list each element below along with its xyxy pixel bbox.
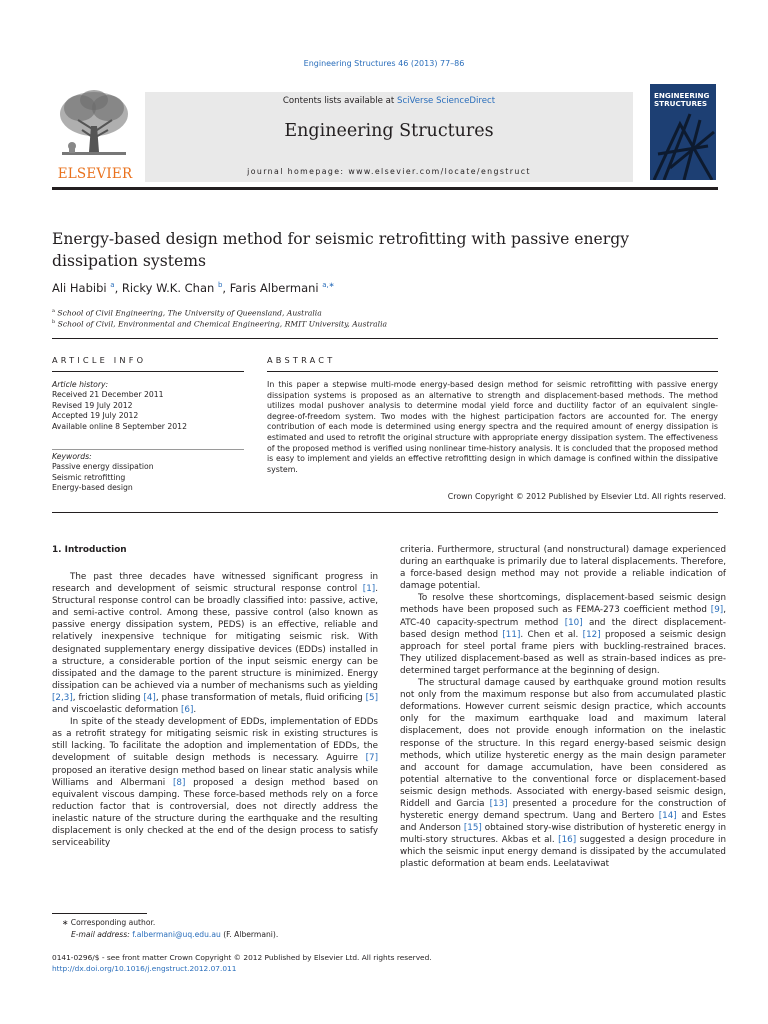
contents-prefix: Contents lists available at (282, 96, 397, 106)
article-info-rule (52, 371, 244, 372)
body-paragraph (52, 716, 378, 849)
journal-citation-link[interactable]: Engineering Structures 46 (2013) 77–86 (303, 59, 465, 68)
article-info-divider (52, 449, 244, 450)
front-matter-issn: 0141-0296/$ - see front matter Crown Copyright © 2012 Published by Elsevier Ltd. All rights reserved. (52, 953, 432, 962)
keywords-label: Keywords: (52, 452, 92, 461)
author-list: Ali Habibi $^a$, Ricky W.K. Chan $^b$, Faris Albermani $^{a,∗}$ (52, 281, 335, 295)
body-column-right (400, 544, 726, 871)
citation-link[interactable]: [5] (365, 692, 379, 703)
author-affiliation-marker[interactable]: a (110, 281, 115, 290)
citation-link[interactable]: [16] (558, 835, 577, 846)
history-item: Revised 19 July 2012 (52, 400, 133, 410)
footnote-marker: ∗ (62, 918, 69, 927)
citation-link[interactable]: [12] (582, 629, 601, 640)
abstract-heading: ABSTRACT (267, 355, 336, 365)
elsevier-logo-text: ELSEVIER (57, 166, 133, 182)
abstract-bottom-rule (52, 512, 718, 513)
keyword-item: Passive energy dissipation (52, 462, 154, 472)
cover-title: ENGINEERING STRUCTURES (654, 91, 710, 108)
author-name: Faris Albermani (229, 281, 319, 295)
affiliation (52, 319, 387, 329)
article-history (52, 380, 247, 432)
article-info-heading: ARTICLE INFO (52, 355, 147, 365)
paragraph-text: criteria. Furthermore, structural (and nonstructural) damage experienced during an earthquake is primarily due to lateral displacements. Therefore, a force-based design method may not provide a reliable indication of damage potential. (400, 545, 726, 592)
paragraph-text: suggested a design procedure in which the seismic input energy demand is dissipated by the accumulated plastic deformation at beam ends. Leelataviwat (400, 835, 726, 870)
corresponding-author-footnote (62, 917, 278, 941)
body-paragraph (400, 677, 726, 871)
history-label: Article history: (52, 380, 109, 389)
body-paragraph (400, 544, 726, 592)
paragraph-text: proposed a design method based on equivalent viscous damping. These force-based methods rely on a force reduction factor that is controversial, does not directly address the inelastic nature of the structure during the earthquake and the resulting displacement is only checked at the end of the design process to satisfy serviceability (52, 777, 379, 849)
citation-link[interactable]: [15] (463, 823, 482, 834)
paragraph-text: . Chen et al. (520, 629, 583, 640)
affiliation-rule (52, 338, 718, 339)
body-column-left (52, 571, 378, 849)
journal-name: Engineering Structures (284, 121, 494, 141)
paragraph-text: . (193, 705, 197, 716)
email-label: E-mail address: (71, 930, 130, 939)
citation-link[interactable]: [6] (181, 705, 194, 716)
paragraph-text: . Structural response control can be broadly classified into: passive, active, and semi-active control. Among these, passive control (also known as passive energy dissipation system, PEDS) is an effective, reliable and relatively inexpensive technique for mitigating seismic risk. With designated supplementary energy dissipative devices (EDDs) installed in a structure, a considerable portion of the input seismic energy can be dissipated and the damage to the parent structure is minimized. Energy dissipation can be achieved via a number of mechanisms such as yielding (52, 584, 378, 691)
paragraph-text: , friction sliding (72, 692, 144, 703)
sciencedirect-link[interactable]: SciVerse ScienceDirect (396, 96, 496, 106)
affiliation (52, 308, 322, 318)
body-paragraph (52, 571, 378, 716)
citation-link[interactable]: [9] (710, 605, 724, 616)
footnote-corresponding: Corresponding author. (70, 918, 156, 927)
keywords (52, 452, 247, 494)
paragraph-text: In spite of the steady development of EDDs, implementation of EDDs as a retrofit strategy for mitigating seismic risk in existing structures is still lacking. To facilitate the adoption and implementation of EDDs, the development of suitable design methods is necessary. Aguirre (52, 717, 378, 764)
citation-link[interactable]: [13] (489, 798, 508, 809)
email-suffix: (F. Albermani). (223, 930, 279, 939)
affiliation-marker: a (52, 308, 55, 314)
paragraph-text: , ATC-40 capacity-spectrum method (400, 605, 726, 628)
paragraph-text: and Estes and Anderson (400, 811, 726, 834)
citation-link[interactable]: [7] (365, 753, 378, 764)
paragraph-text: The structural damage caused by earthquake ground motion results not only from the maximum response but also from accumulated plastic deformations. However current seismic design practice, which accounts only for the maximum earthquake load and maximum lateral displacement, does not provide enough information on the inelastic response of the structure. In this regard energy-based seismic design methods, which utilize hysteretic energy as the main design parameter and account for damage accumulation, have been considered as potential alternative to the conventional force or displacement-based seismic design methods. Associated with energy-based seismic design, Riddell and Garcia (400, 678, 726, 809)
abstract-text: In this paper a stepwise multi-mode energy-based design method for seismic retrofitting with passive energy dissipation systems is proposed as an alternative to strength and displacement-based methods. The method utilizes modal pushover analysis to determine modal yield force and ductility factor of an equivalent single-degree-of-freedom system. Two modes with the highest participation factors are accounted for. The energy contribution of each mode is determined using energy spectra and the required amount of energy dissipation is estimated and used to retrofit the original structure with appropriate energy dissipation system. The effectiveness of the proposed method is verified using nonlinear time-history analysis. It is concluded that the proposed method is easy to implement and yields an effective retrofitting design in which damage is confined within the dissipative system. (267, 380, 718, 474)
history-item: Available online 8 September 2012 (52, 421, 187, 431)
journal-homepage-link[interactable]: journal homepage: www.elsevier.com/locate/engstruct (247, 167, 531, 176)
citation-link[interactable]: [14] (658, 811, 677, 822)
author-name: Ali Habibi (52, 281, 107, 295)
journal-cover-image (650, 84, 716, 180)
header-rule (52, 187, 718, 190)
keyword-item: Energy-based design (52, 483, 133, 493)
affiliation-text: School of Civil, Environmental and Chemical Engineering, RMIT University, Australia (57, 319, 388, 329)
author-name: Ricky W.K. Chan (121, 281, 215, 295)
abstract-copyright: Crown Copyright © 2012 Published by Elsevier Ltd. All rights reserved. (447, 492, 726, 501)
paragraph-text: proposed an iterative design method based on linear static analysis while Williams and Albermani (52, 765, 378, 788)
affiliation-marker: b (52, 319, 56, 325)
author-affiliation-marker[interactable]: b (217, 281, 223, 290)
doi-link[interactable]: http://dx.doi.org/10.1016/j.engstruct.2012.07.011 (52, 964, 237, 973)
author-affiliation-marker[interactable]: a,∗ (322, 281, 335, 290)
history-item: Received 21 December 2011 (52, 390, 164, 400)
citation-link[interactable]: [10] (564, 617, 583, 628)
citation-link[interactable]: [4] (143, 692, 156, 703)
abstract-rule (267, 371, 718, 372)
email-link[interactable]: f.albermani@uq.edu.au (132, 930, 221, 939)
citation-link[interactable]: [11] (502, 629, 521, 640)
paragraph-text: and the direct displacement-based design method (400, 617, 726, 640)
affiliation-text: School of Civil Engineering, The University of Queensland, Australia (57, 308, 322, 318)
paragraph-text: obtained story-wise distribution of hysteretic energy in multi-story structures. Akbas et al. (400, 823, 726, 846)
citation-link[interactable]: [2,3] (52, 692, 73, 703)
paragraph-text: proposed a seismic design approach for steel portal frame piers with buckling-restrained braces. They utilized displacement-based as well as strain-based indices as pre-determined target performance at the beginning of design. (400, 629, 726, 676)
footnote-rule (52, 913, 147, 914)
article-title: Energy-based design method for seismic retrofitting with passive energy dissipation systems (52, 230, 630, 270)
paragraph-text: presented a procedure for the construction of hysteretic energy demand spectrum. Uang and Bertero (400, 798, 726, 822)
paragraph-text: The past three decades have witnessed significant progress in research and development of seismic structural response control (52, 572, 378, 595)
contents-available-line (145, 96, 633, 106)
citation-link[interactable]: [8] (172, 777, 186, 788)
paragraph-text: and viscoelastic deformation (52, 705, 182, 716)
body-paragraph (400, 592, 726, 677)
section-heading-introduction: 1. Introduction (52, 545, 127, 555)
paragraph-text: To resolve these shortcomings, displacement-based seismic design methods have been proposed such as FEMA-273 coefficient method (400, 593, 726, 616)
citation-link[interactable]: [1] (362, 584, 376, 595)
history-item: Accepted 19 July 2012 (52, 411, 139, 421)
keyword-item: Seismic retrofitting (52, 472, 126, 482)
paragraph-text: , phase transformation of metals, fluid orificing (155, 692, 366, 703)
